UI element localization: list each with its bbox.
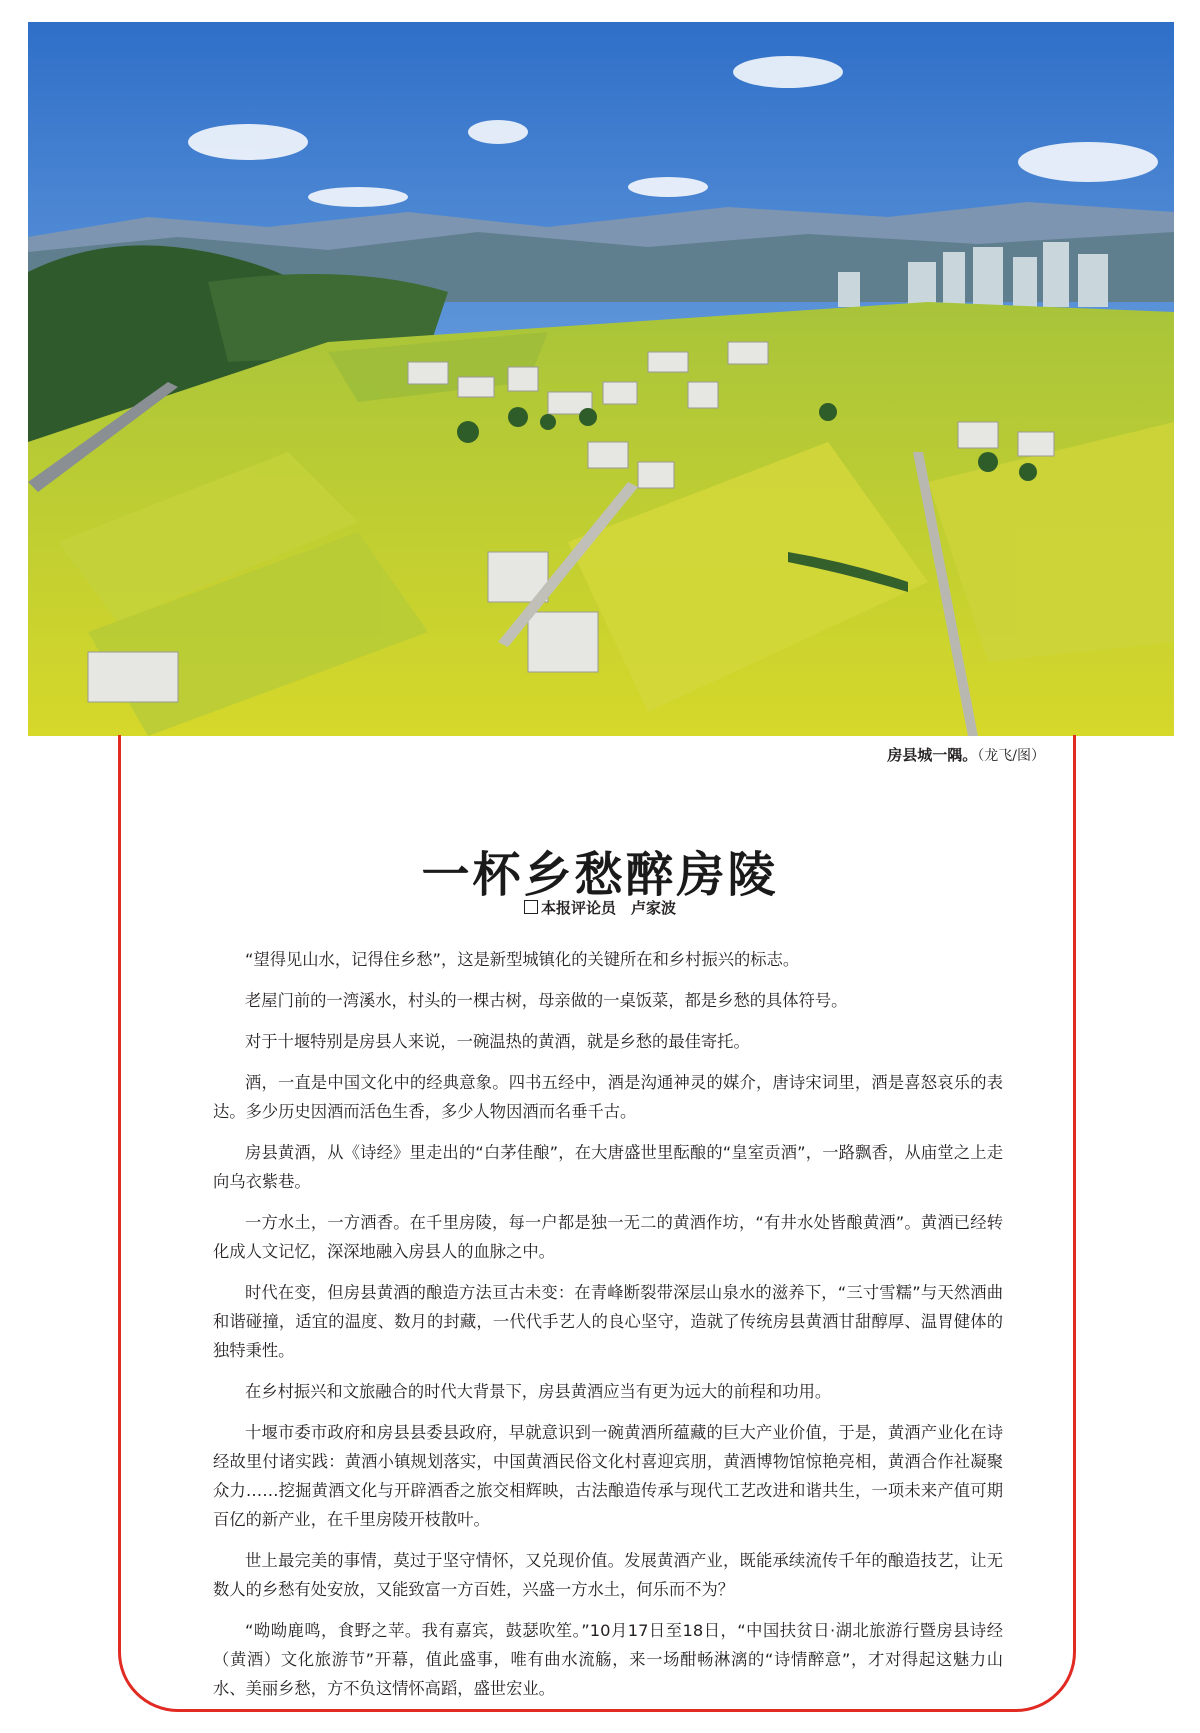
paragraph: “呦呦鹿鸣，食野之苹。我有嘉宾，鼓瑟吹笙。”10月17日至18日，“中国扶贫日·湖北旅游行暨房县诗经（黄酒）文化旅游节”开幕，值此盛事，唯有曲水流觞，来一场酣畅淋漓的“诗情醉意”，才对得起这魅力山水、美丽乡愁，方不负这情怀高蹈，盛世宏业。 [213, 1621, 1003, 1698]
paragraph: 十堰市委市政府和房县县委县政府，早就意识到一碗黄酒所蕴藏的巨大产业价值，于是，黄酒产业化在诗经故里付诸实践：黄酒小镇规划落实，中国黄酒民俗文化村喜迎宾朋，黄酒博物馆惊艳亮相，黄酒合作社凝聚众力……挖掘黄酒文化与开辟酒香之旅交相辉映，古法酿造传承与现代工艺改进和谐共生，一项未来产值可期百亿的新产业，在千里房陵开枝散叶。 [213, 1423, 1003, 1529]
byline-box-icon [524, 900, 538, 914]
article-body [213, 945, 1003, 1715]
paragraph: 在乡村振兴和文旅融合的时代大背景下，房县黄酒应当有更为远大的前程和功用。 [245, 1382, 832, 1401]
byline-text: 本报评论员 卢家波 [540, 899, 676, 917]
paragraph: 酒，一直是中国文化中的经典意象。四书五经中，酒是沟通神灵的媒介，唐诗宋词里，酒是喜怒哀乐的表达。多少历史因酒而活色生香，多少人物因酒而名垂千古。 [213, 1073, 1003, 1121]
town-aerial-photo [28, 22, 1174, 736]
paragraph: 老屋门前的一湾溪水，村头的一棵古树，母亲做的一桌饭菜，都是乡愁的具体符号。 [245, 991, 848, 1010]
article-title: 一杯乡愁醉房陵 [421, 847, 779, 903]
caption-text: 房县城一隅。 [887, 746, 978, 764]
aerial-landscape-image [28, 22, 1174, 736]
caption-credit: （龙飞/图） [977, 748, 1045, 764]
paragraph: 一方水土，一方酒香。在千里房陵，每一户都是独一无二的黄酒作坊，“有井水处皆酿黄酒”。黄酒已经转化成人文记忆，深深地融入房县人的血脉之中。 [213, 1213, 1003, 1261]
paragraph: 对于十堰特别是房县人来说，一碗温热的黄酒，就是乡愁的最佳寄托。 [245, 1032, 750, 1051]
paragraph: 世上最完美的事情，莫过于坚守情怀，又兑现价值。发展黄酒产业，既能承续流传千年的酿造技艺，让无数人的乡愁有处安放，又能致富一方百姓，兴盛一方水土，何乐而不为？ [213, 1551, 1003, 1599]
article-byline [0, 897, 1200, 918]
photo-caption [887, 744, 1045, 765]
paragraph: 时代在变，但房县黄酒的酿造方法亘古未变：在青峰断裂带深层山泉水的滋养下，“三寸雪糯”与天然酒曲和谐碰撞，适宜的温度、数月的封藏，一代代手艺人的良心坚守，造就了传统房县黄酒甘甜醇厚、温胃健体的独特秉性。 [213, 1283, 1003, 1360]
paragraph: 房县黄酒，从《诗经》里走出的“白茅佳酿”，在大唐盛世里酝酿的“皇室贡酒”，一路飘香，从庙堂之上走向乌衣紫巷。 [213, 1143, 1003, 1191]
paragraph: “望得见山水，记得住乡愁”，这是新型城镇化的关键所在和乡村振兴的标志。 [245, 950, 800, 969]
